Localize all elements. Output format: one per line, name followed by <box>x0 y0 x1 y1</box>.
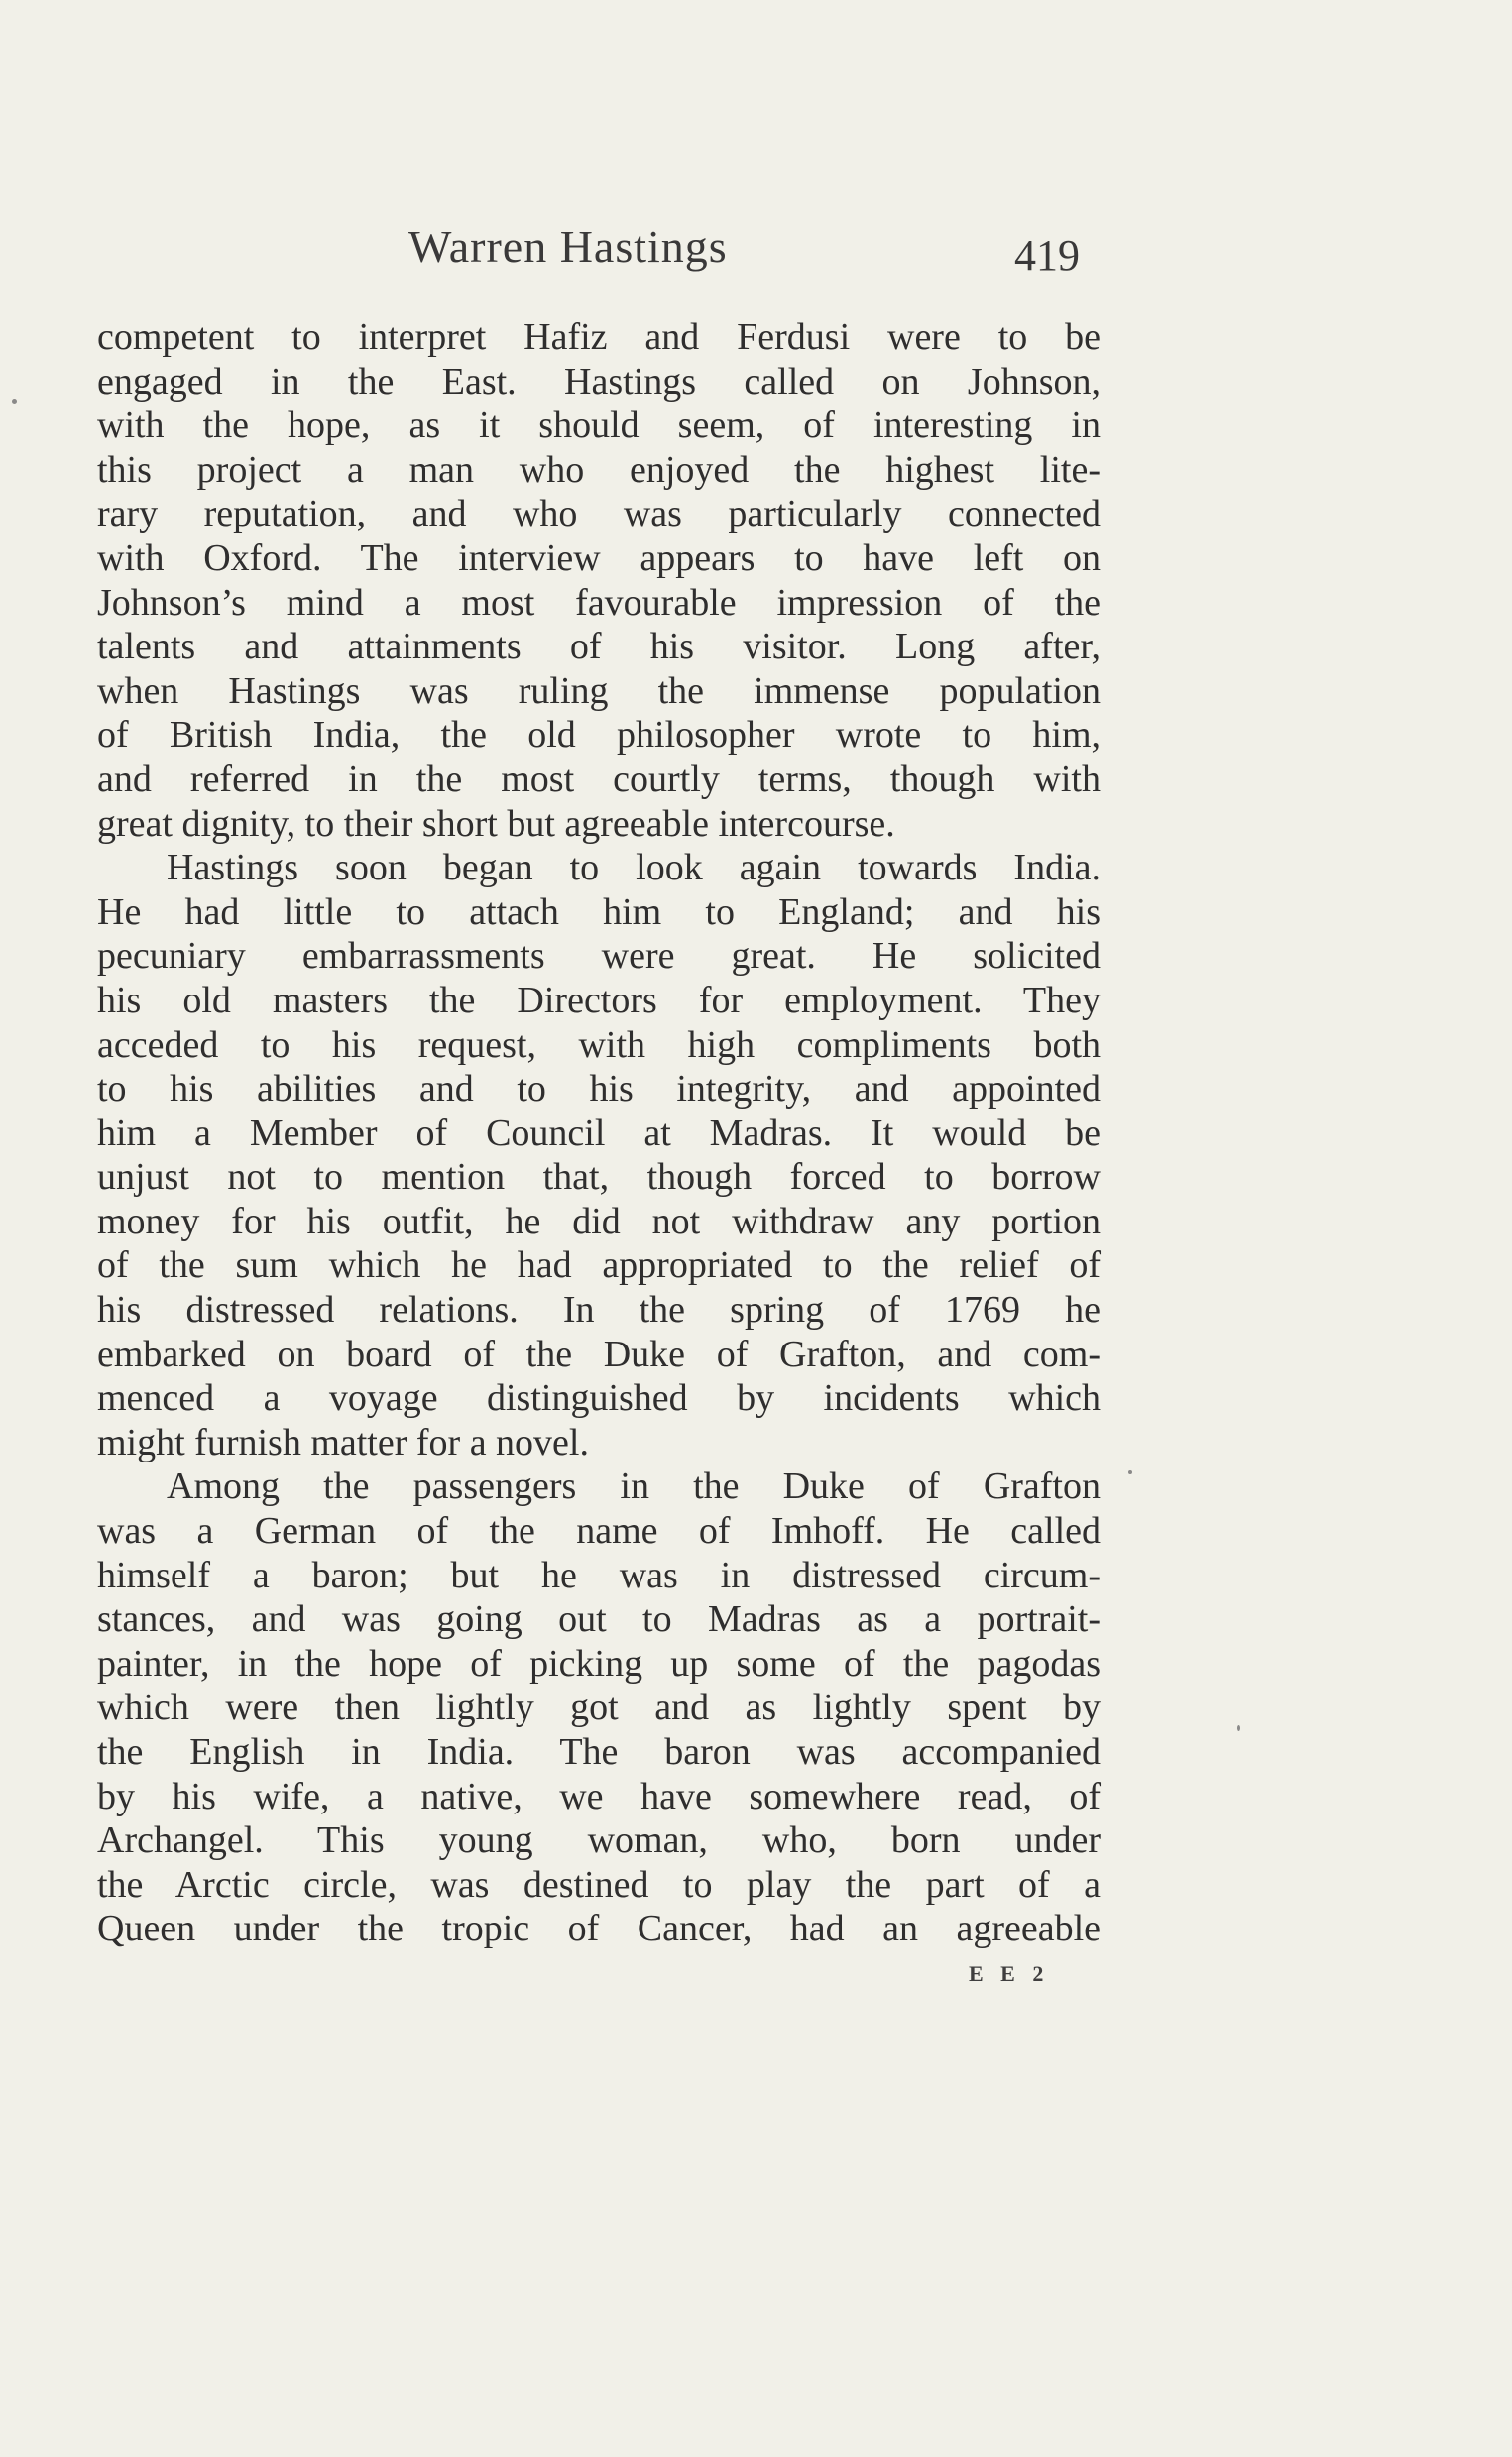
text-line: great dignity, to their short but agreeable intercourse. <box>97 802 895 845</box>
text-line: competent to interpret Hafiz and Ferdusi were to be <box>97 316 1101 358</box>
paper-speck <box>1128 1470 1132 1474</box>
text-line: and referred in the most courtly terms, though with <box>97 758 1101 800</box>
text-line: money for his outfit, he did not withdraw any portion <box>97 1200 1101 1242</box>
paragraph-start-line: Hastings soon began to look again towards India. <box>167 847 1101 889</box>
text-line: talents and attainments of his visitor. Long after, <box>97 626 1101 668</box>
text-line: himself a baron; but he was in distressed circum- <box>97 1554 1101 1596</box>
paper-speck <box>1237 1725 1240 1731</box>
text-line: Johnson’s mind a most favourable impression of the <box>97 581 1101 624</box>
text-line: He had little to attach him to England; and his <box>97 890 1101 933</box>
text-line: which were then lightly got and as lightly spent by <box>97 1687 1101 1729</box>
text-line: the Arctic circle, was destined to play the part of a <box>97 1863 1101 1906</box>
page-number: 419 <box>1014 231 1080 280</box>
text-line: his distressed relations. In the spring of 1769 he <box>97 1289 1101 1332</box>
text-line: painter, in the hope of picking up some of the pagodas <box>97 1642 1101 1685</box>
text-line: of the sum which he had appropriated to the relief of <box>97 1244 1101 1287</box>
text-line: stances, and was going out to Madras as a portrait- <box>97 1598 1101 1641</box>
text-line: engaged in the East. Hastings called on Johnson, <box>97 360 1101 403</box>
signature-mark: E E 2 <box>969 1961 1050 1986</box>
paragraph-start-line: Among the passengers in the Duke of Grafton <box>167 1465 1101 1508</box>
text-line: of British India, the old philosopher wrote to him, <box>97 714 1101 757</box>
text-line: with the hope, as it should seem, of interesting in <box>97 405 1101 447</box>
text-line: by his wife, a native, we have somewhere read, of <box>97 1775 1101 1817</box>
text-line: to his abilities and to his integrity, and appointed <box>97 1068 1101 1111</box>
text-line: pecuniary embarrassments were great. He solicited <box>97 935 1101 978</box>
text-line: Archangel. This young woman, who, born under <box>97 1819 1101 1862</box>
text-line: unjust not to mention that, though forced to borrow <box>97 1156 1101 1199</box>
running-head: Warren Hastings <box>408 221 728 272</box>
text-line: his old masters the Directors for employment. They <box>97 979 1101 1021</box>
text-line: might furnish matter for a novel. <box>97 1421 589 1463</box>
text-line: with Oxford. The interview appears to have left on <box>97 536 1101 579</box>
text-line: Queen under the tropic of Cancer, had an agreeable <box>97 1908 1101 1950</box>
text-line: was a German of the name of Imhoff. He called <box>97 1510 1101 1553</box>
text-line: rary reputation, and who was particularly connected <box>97 493 1101 535</box>
text-line: when Hastings was ruling the immense population <box>97 669 1101 712</box>
text-line: the English in India. The baron was accompanied <box>97 1731 1101 1773</box>
text-line: menced a voyage distinguished by incidents which <box>97 1377 1101 1420</box>
text-line: acceded to his request, with high compliments both <box>97 1023 1101 1066</box>
text-line: this project a man who enjoyed the highest lite- <box>97 448 1101 491</box>
text-line: him a Member of Council at Madras. It would be <box>97 1112 1101 1154</box>
body-text <box>97 315 1101 1951</box>
text-line: embarked on board of the Duke of Grafton, and com- <box>97 1333 1101 1375</box>
paper-speck <box>12 399 17 404</box>
